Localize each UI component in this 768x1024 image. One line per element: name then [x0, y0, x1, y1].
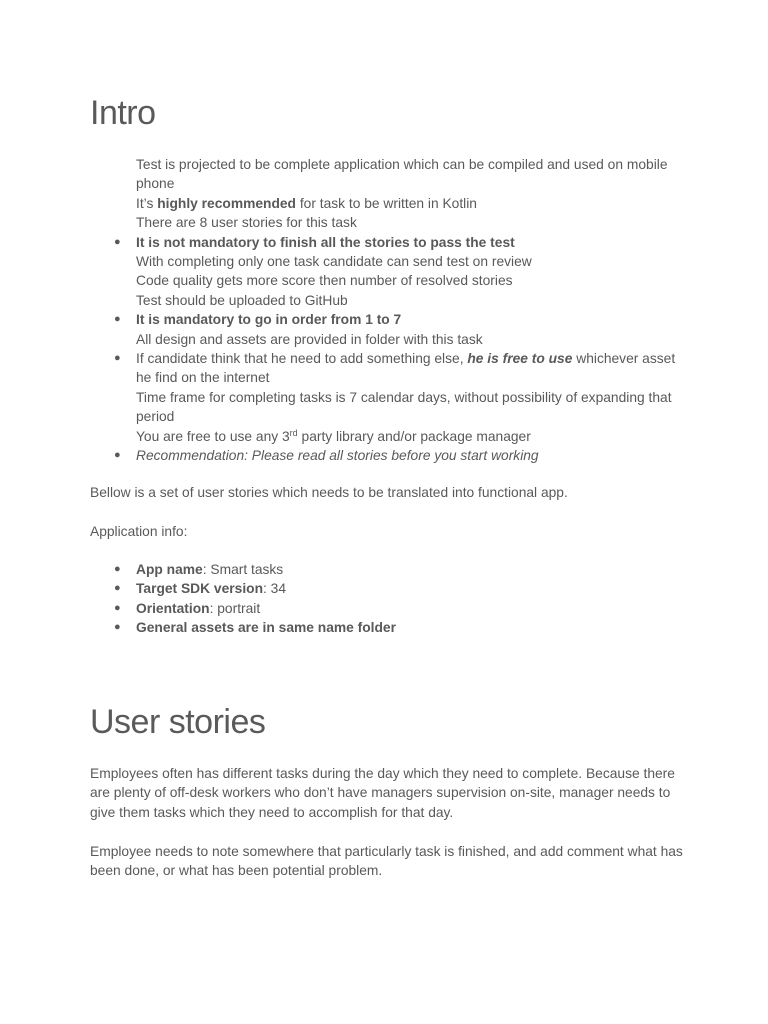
user-stories-paragraph: Employee needs to note somewhere that particularly task is finished, and add comment what has been done, or what has been potential problem. [90, 844, 683, 879]
list-item [0, 599, 676, 618]
item-text: for task to be written in Kotlin [295, 195, 477, 211]
item-bold-text: App name [136, 562, 203, 577]
bullet-icon: ● [114, 563, 121, 575]
item-bold-italic-text: he is free to use [467, 351, 573, 367]
list-item [0, 194, 676, 213]
item-text: Test is projected to be complete application which can be compiled and used on mobile phone [136, 157, 668, 192]
item-text: Time frame for completing tasks is 7 calendar days, without possibility of expanding that period [136, 389, 672, 425]
list-item [0, 291, 676, 310]
item-bold-text: Target SDK version [136, 581, 264, 597]
list-item [0, 155, 676, 194]
bullet-icon: ● [114, 621, 121, 634]
list-item [0, 560, 676, 579]
item-bold-text: General assets are in same name folder [136, 620, 396, 636]
list-item [0, 252, 676, 271]
user-stories-heading: User stories [90, 703, 266, 741]
app-info-list [0, 560, 768, 638]
item-text: With completing only one task candidate can send test on review [136, 254, 532, 270]
item-text: Test should be uploaded to GitHub [136, 292, 348, 308]
item-text: You are free to use any 3 [136, 428, 290, 444]
bullet-icon: ● [114, 601, 121, 614]
list-item [0, 330, 676, 349]
item-text: It’s [136, 195, 158, 211]
user-stories-paragraph: Employees often has different tasks during the day which they need to complete. Because there are plenty of off-desk workers who don’t have managers supervision on-site, manager needs to give them tasks which they need to accomplish for that day. [90, 766, 675, 820]
item-text: : Smart tasks [202, 562, 284, 577]
item-bold-text: It is mandatory to go in order from 1 to 7 [136, 312, 402, 328]
list-item [0, 427, 676, 446]
item-bold-text: highly recommended [157, 195, 296, 211]
list-item [0, 271, 676, 290]
bullet-icon: ● [114, 313, 121, 326]
list-item [0, 618, 676, 637]
item-text: whichever asset he find on the internet [136, 351, 676, 386]
app-info-label: Application info: [90, 524, 188, 539]
list-item [0, 213, 676, 232]
bullet-icon: ● [114, 582, 121, 595]
item-text: : 34 [263, 581, 287, 597]
list-item [0, 349, 676, 388]
item-bold-text: It is not mandatory to finish all the stories to pass the test [136, 234, 515, 250]
item-italic-text: Recommendation: Please read all stories before you start working [136, 448, 539, 464]
item-text: Code quality gets more score then number of resolved stories [136, 273, 513, 289]
list-item [0, 233, 676, 252]
item-superscript: rd [289, 427, 298, 438]
intro-heading: Intro [90, 94, 156, 132]
bullet-icon: ● [114, 352, 121, 365]
item-text: If candidate think that he need to add something else, [136, 351, 468, 367]
intro-list [0, 155, 768, 466]
item-text: : portrait [209, 600, 261, 616]
bullet-icon: ● [114, 235, 121, 248]
bullet-icon: ● [114, 449, 121, 462]
item-text: party library and/or package manager [297, 428, 531, 444]
item-text: There are 8 user stories for this task [136, 215, 357, 231]
list-item [0, 310, 676, 329]
item-text: All design and assets are provided in folder with this task [136, 331, 483, 347]
list-item [0, 579, 676, 598]
list-item [0, 446, 676, 465]
list-item [0, 388, 676, 427]
item-bold-text: Orientation [136, 600, 210, 616]
bellow-paragraph: Bellow is a set of user stories which needs to be translated into functional app. [90, 485, 568, 500]
